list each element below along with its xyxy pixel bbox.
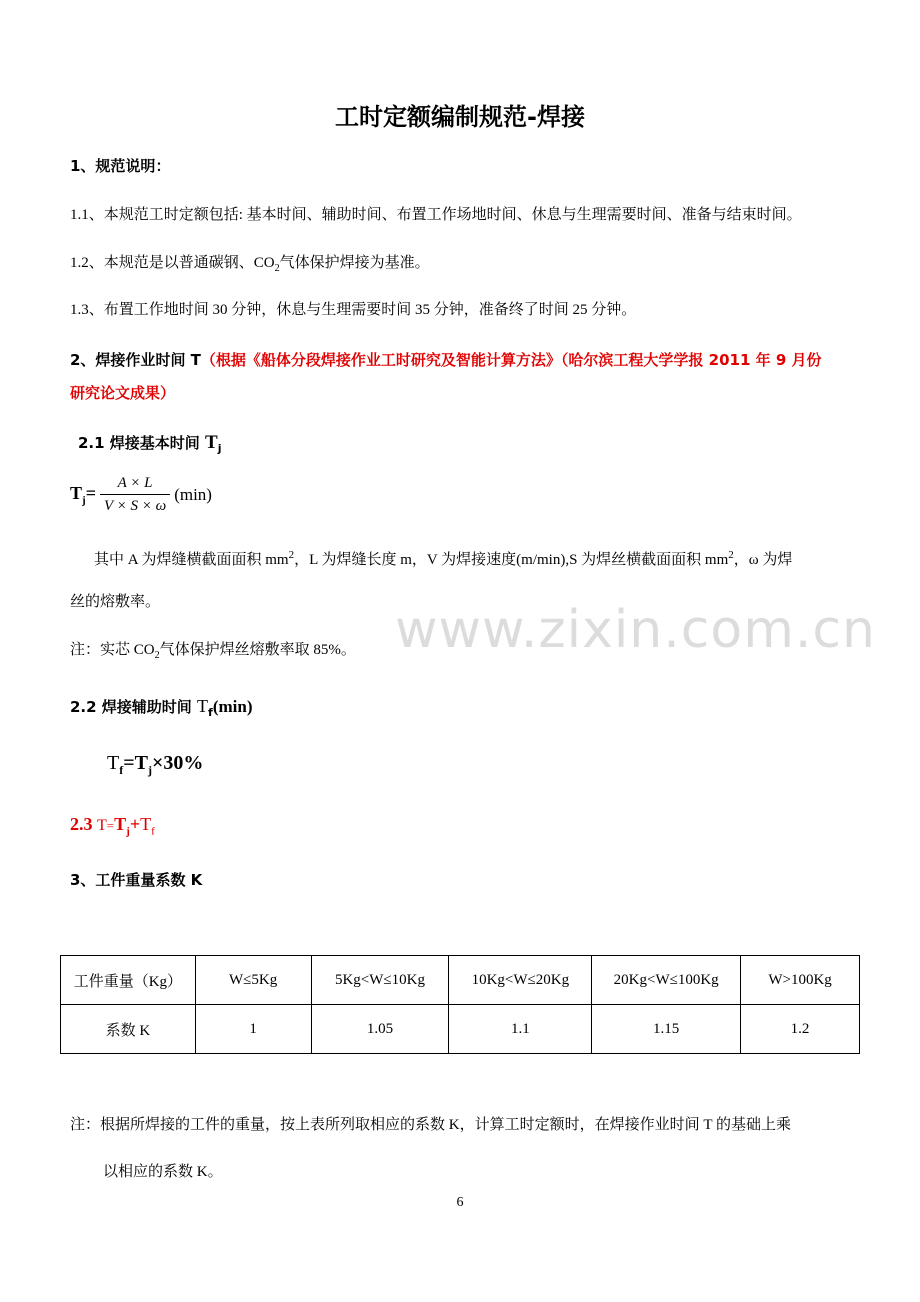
variable-description-cont: 丝的熔敷率。 — [70, 594, 161, 610]
table-cell: W≤5Kg — [195, 956, 311, 1005]
section-2-2-label: 2.2 焊接辅助时间 — [70, 698, 198, 716]
section-2-source-note-cont: 研究论文成果） — [70, 384, 176, 402]
unit: (min) — [212, 697, 253, 716]
watermark: www.zixin.com.cn — [395, 600, 876, 660]
plus-sign: + — [129, 814, 141, 834]
subscript: j — [217, 442, 222, 455]
formula-tj — [70, 472, 212, 517]
symbol-T: T — [107, 752, 120, 774]
note-part-b: 气体保护焊丝熔敷率取 85%。 — [159, 642, 356, 658]
paragraph-1-2-part-a: 1.2、本规范是以普通碳钢、CO — [70, 255, 275, 271]
paragraph-1-2 — [70, 251, 430, 274]
section-number: 2.3 — [70, 814, 97, 834]
symbol-T: T — [205, 432, 218, 453]
subscript: 2 — [274, 263, 280, 274]
paragraph-1-2-part-b: 气体保护焊接为基准。 — [279, 255, 430, 271]
section-2-1-heading — [78, 432, 222, 455]
section-3-heading: 3、工件重量系数 K — [70, 871, 203, 889]
table-cell: 1.15 — [592, 1005, 741, 1054]
subscript: 2 — [154, 650, 160, 661]
table-cell: W>100Kg — [741, 956, 860, 1005]
equals-sign: = — [123, 752, 135, 774]
superscript: 2 — [728, 549, 734, 561]
subscript: f — [151, 825, 155, 838]
symbol-T: T — [70, 482, 83, 503]
note-part-a: 注：实芯 CO — [70, 642, 155, 658]
page-title: 工时定额编制规范-焊接 — [335, 103, 585, 131]
table-note-cont: 以相应的系数 K。 — [103, 1164, 223, 1180]
symbol-T: T — [140, 814, 152, 834]
table-cell: 20Kg<W≤100Kg — [592, 956, 741, 1005]
weight-coefficient-table — [60, 955, 860, 1054]
table-row — [61, 956, 860, 1005]
table-cell: 工件重量（Kg） — [61, 956, 196, 1005]
subscript: j — [147, 763, 152, 777]
section-2-1-label: 2.1 焊接基本时间 — [78, 434, 206, 452]
table-cell: 1.2 — [741, 1005, 860, 1054]
subscript: f — [208, 706, 213, 719]
subscript: j — [126, 825, 130, 838]
symbol-T: T — [114, 814, 127, 834]
page-number: 6 — [456, 1195, 464, 1210]
superscript: 2 — [288, 549, 295, 561]
symbol-T: T — [197, 696, 209, 716]
table-cell: 系数 K — [61, 1005, 196, 1054]
section-1-heading: 1、规范说明： — [70, 157, 171, 175]
table-cell: 5Kg<W≤10Kg — [311, 956, 449, 1005]
symbol-T: T — [97, 817, 107, 834]
section-2-2-heading — [70, 696, 253, 719]
symbol-T: T — [134, 752, 148, 774]
section-2-source-note: （根据《船体分段焊接作业工时研究及智能计算方法》（哈尔滨工程大学学报 2011 年 9 月份 — [200, 351, 822, 369]
section-2-heading-label: 2、焊接作业时间 T — [70, 351, 201, 369]
section-2-3-heading — [70, 814, 155, 838]
table-cell: 1.05 — [311, 1005, 449, 1054]
equals-sign: = — [106, 818, 115, 833]
fraction-numerator: A × L — [117, 475, 153, 491]
desc-part-3: ，ω 为焊 — [733, 552, 793, 568]
table-cell: 1.1 — [449, 1005, 592, 1054]
table-cell: 10Kg<W≤20Kg — [449, 956, 592, 1005]
desc-part-2: ，L 为焊缝长度 m，V 为焊接速度(m/min),S 为焊丝横截面面积 mm — [294, 552, 729, 568]
table-cell: 1 — [195, 1005, 311, 1054]
deposition-note — [70, 638, 356, 661]
paragraph-1-3: 1.3、布置工作地时间 30 分钟，休息与生理需要时间 35 分钟，准备终了时间 25 分钟。 — [70, 302, 637, 318]
formula-rest: ×30% — [151, 752, 204, 774]
table-note: 注：根据所焊接的工件的重量，按上表所列取相应的系数 K，计算工时定额时，在焊接作业时间 T 的基础上乘 — [70, 1117, 791, 1133]
table-row — [61, 1005, 860, 1054]
section-2-heading — [70, 349, 821, 370]
equals-sign: = — [85, 482, 96, 503]
subscript: j — [82, 494, 86, 507]
fraction-denominator: V × S × ω — [103, 498, 167, 514]
desc-part-1: 其中 A 为焊缝横截面面积 mm — [94, 552, 289, 568]
formula-unit: (min) — [174, 484, 212, 504]
subscript: f — [119, 763, 124, 777]
variable-description — [94, 548, 792, 569]
formula-tf — [107, 752, 203, 778]
paragraph-1-1: 1.1、本规范工时定额包括: 基本时间、辅助时间、布置工作场地时间、休息与生理需要时间、准备与结束时间。 — [70, 207, 802, 223]
fraction — [100, 472, 170, 517]
formula-lhs — [70, 483, 96, 507]
